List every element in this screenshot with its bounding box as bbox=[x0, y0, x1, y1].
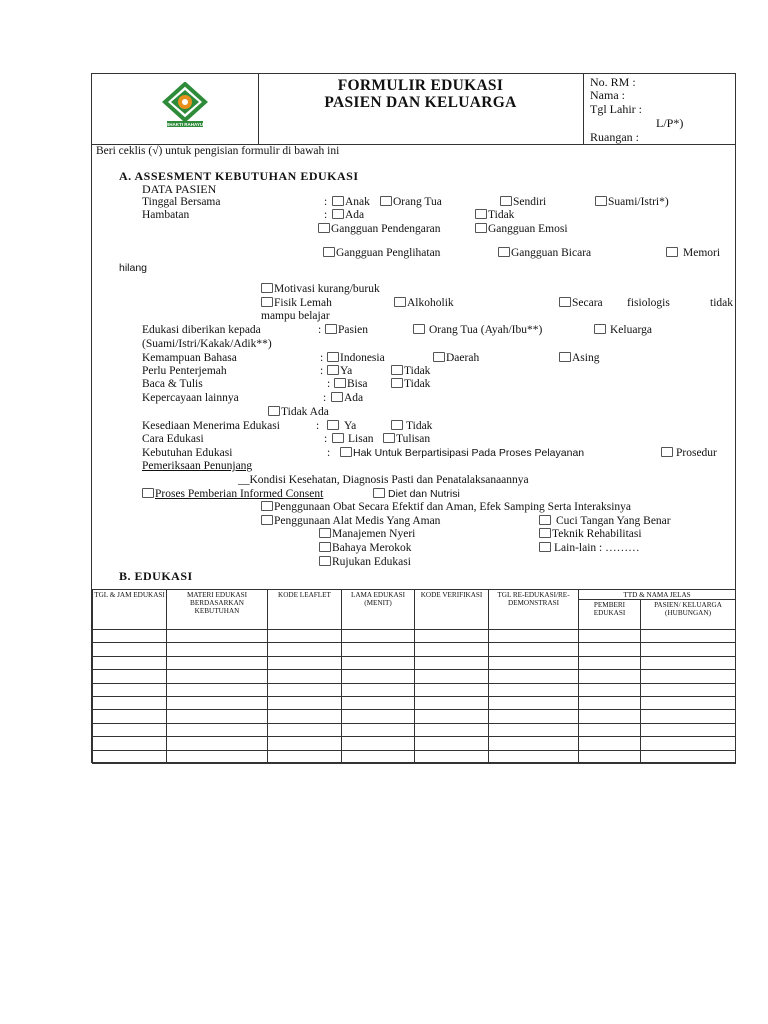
cara-edukasi-label: Cara Edukasi bbox=[142, 433, 204, 445]
tgl-lahir-field: Tgl Lahir : bbox=[590, 102, 642, 116]
table-cell[interactable] bbox=[641, 630, 736, 643]
checkbox-icon[interactable] bbox=[594, 324, 606, 334]
colon: : bbox=[323, 392, 327, 404]
table-cell[interactable] bbox=[167, 750, 268, 763]
fisiologis-text: fisiologis bbox=[627, 297, 670, 309]
no-rm-field: No. RM : bbox=[590, 75, 636, 89]
opt-lain-lain[interactable]: Lain-lain : ……… bbox=[539, 542, 640, 554]
col-header: PASIEN/ KELUARGA (HUBUNGAN) bbox=[641, 600, 736, 630]
opt-motivasi[interactable]: Motivasi kurang/buruk bbox=[261, 283, 380, 295]
checkbox-icon[interactable] bbox=[331, 392, 343, 402]
checkbox-icon[interactable] bbox=[391, 365, 403, 375]
opt-tidak[interactable]: Tidak bbox=[475, 209, 514, 221]
table-cell[interactable] bbox=[579, 643, 641, 656]
table-row bbox=[93, 683, 736, 696]
checkbox-icon[interactable] bbox=[261, 515, 273, 525]
checkbox-icon[interactable] bbox=[327, 352, 339, 362]
checkbox-icon[interactable] bbox=[261, 297, 273, 307]
table-cell[interactable] bbox=[415, 683, 489, 696]
opt-orang-tua[interactable]: Orang Tua bbox=[380, 196, 442, 208]
colon: : bbox=[320, 352, 324, 364]
table-cell[interactable] bbox=[167, 643, 268, 656]
table-cell[interactable] bbox=[342, 630, 415, 643]
table-cell[interactable] bbox=[342, 696, 415, 709]
table-cell[interactable] bbox=[641, 737, 736, 750]
penterjemah-label: Perlu Penterjemah bbox=[142, 365, 227, 377]
table-row bbox=[93, 643, 736, 656]
form-page bbox=[91, 73, 736, 763]
kepercayaan-label: Kepercayaan lainnya bbox=[142, 392, 239, 404]
checkbox-icon[interactable] bbox=[666, 247, 678, 257]
table-cell[interactable] bbox=[342, 723, 415, 736]
kesediaan-label: Kesediaan Menerima Edukasi bbox=[142, 420, 280, 432]
table-cell[interactable] bbox=[489, 750, 579, 763]
table-cell[interactable] bbox=[415, 696, 489, 709]
table-cell[interactable] bbox=[579, 683, 641, 696]
kebutuhan-edukasi-label: Kebutuhan Edukasi bbox=[142, 447, 233, 459]
table-cell[interactable] bbox=[579, 710, 641, 723]
colon: : bbox=[324, 196, 328, 208]
tinggal-bersama-label: Tinggal Bersama bbox=[142, 196, 221, 208]
table-cell[interactable] bbox=[415, 710, 489, 723]
table-cell[interactable] bbox=[167, 696, 268, 709]
opt-teknik-rehabilitasi[interactable]: Teknik Rehabilitasi bbox=[539, 528, 642, 540]
logo-cell bbox=[92, 74, 259, 144]
checkbox-icon[interactable] bbox=[318, 223, 330, 233]
bahasa-label: Kemampuan Bahasa bbox=[142, 352, 237, 364]
opt-informed-consent[interactable]: Proses Pemberian Informed Consent bbox=[142, 488, 323, 500]
opt-gangguan-bicara[interactable]: Gangguan Bicara bbox=[498, 247, 591, 259]
table-cell[interactable] bbox=[93, 683, 167, 696]
opt-rujukan-edukasi[interactable]: Rujukan Edukasi bbox=[319, 556, 411, 568]
table-cell[interactable] bbox=[167, 630, 268, 643]
tidak-text: tidak bbox=[710, 297, 733, 309]
table-cell[interactable] bbox=[268, 670, 342, 683]
title-line2: PASIEN DAN KELUARGA bbox=[324, 94, 517, 111]
nama-field: Nama : bbox=[590, 88, 625, 102]
table-cell[interactable] bbox=[93, 643, 167, 656]
table-cell[interactable] bbox=[415, 630, 489, 643]
checkbox-icon[interactable] bbox=[319, 556, 331, 566]
opt-cuci-tangan[interactable]: Cuci Tangan Yang Benar bbox=[539, 515, 671, 527]
table-cell[interactable] bbox=[167, 723, 268, 736]
table-cell[interactable] bbox=[641, 683, 736, 696]
table-cell[interactable] bbox=[268, 643, 342, 656]
col-header: TGL RE-EDUKASI/RE-DEMONSTRASI bbox=[489, 590, 579, 630]
table-cell[interactable] bbox=[167, 683, 268, 696]
lp-field: L/P*) bbox=[656, 116, 684, 130]
table-cell[interactable] bbox=[415, 750, 489, 763]
opt-penggunaan-obat[interactable]: Penggunaan Obat Secara Efektif dan Aman, Efek Samping Serta Interaksinya bbox=[261, 501, 631, 513]
opt-pasien[interactable]: Pasien bbox=[325, 324, 368, 336]
opt-sendiri[interactable]: Sendiri bbox=[500, 196, 546, 208]
table-cell[interactable] bbox=[489, 670, 579, 683]
table-cell[interactable] bbox=[268, 656, 342, 669]
opt-anak[interactable]: Anak bbox=[332, 196, 370, 208]
checkbox-icon[interactable] bbox=[383, 433, 395, 443]
table-cell[interactable] bbox=[93, 696, 167, 709]
checkbox-icon[interactable] bbox=[332, 433, 344, 443]
opt-memori[interactable]: Memori bbox=[666, 247, 720, 259]
checkbox-icon[interactable] bbox=[142, 488, 154, 498]
pemeriksaan-penunjang-text: Pemeriksaan Penunjang bbox=[142, 460, 253, 472]
opt-tidak[interactable]: Tidak bbox=[391, 378, 430, 390]
checkbox-icon[interactable] bbox=[559, 352, 571, 362]
opt-hak-berpartisipasi[interactable]: Hak Untuk Berpartisipasi Pada Proses Pelayanan bbox=[340, 447, 584, 459]
checkbox-icon[interactable] bbox=[323, 247, 335, 257]
checkbox-icon[interactable] bbox=[319, 528, 331, 538]
table-cell[interactable] bbox=[579, 696, 641, 709]
col-header: MATERI EDUKASI BERDASARKAN KEBUTUHAN bbox=[167, 590, 268, 630]
opt-bahaya-merokok[interactable]: Bahaya Merokok bbox=[319, 542, 412, 554]
table-cell[interactable] bbox=[415, 723, 489, 736]
opt-secara[interactable]: Secara bbox=[559, 297, 603, 309]
table-row bbox=[93, 696, 736, 709]
table-cell[interactable] bbox=[342, 656, 415, 669]
table-cell[interactable] bbox=[579, 656, 641, 669]
title-line1: FORMULIR EDUKASI bbox=[337, 77, 504, 94]
colon: : bbox=[324, 209, 328, 221]
checkbox-icon[interactable] bbox=[539, 528, 551, 538]
checkbox-icon[interactable] bbox=[559, 297, 571, 307]
checkbox-icon[interactable] bbox=[261, 501, 273, 511]
checkbox-icon[interactable] bbox=[394, 297, 406, 307]
opt-tidak[interactable]: Tidak bbox=[391, 365, 430, 377]
opt-lisan[interactable]: Lisan bbox=[332, 433, 374, 445]
table-cell[interactable] bbox=[93, 656, 167, 669]
opt-tulisan[interactable]: Tulisan bbox=[383, 433, 430, 445]
colon: : bbox=[324, 433, 328, 445]
section-b-title: B. EDUKASI bbox=[119, 569, 193, 583]
patient-info-cell bbox=[584, 74, 734, 144]
opt-asing[interactable]: Asing bbox=[559, 352, 599, 364]
opt-prosedur[interactable]: Prosedur bbox=[661, 447, 717, 459]
checkbox-icon[interactable] bbox=[327, 420, 339, 430]
table-cell[interactable] bbox=[93, 630, 167, 643]
table-row bbox=[93, 656, 736, 669]
checkbox-icon[interactable] bbox=[539, 515, 551, 525]
table-cell[interactable] bbox=[579, 723, 641, 736]
checkbox-icon[interactable] bbox=[340, 447, 352, 457]
table-cell[interactable] bbox=[489, 683, 579, 696]
table-row bbox=[93, 710, 736, 723]
opt-ya[interactable]: Ya bbox=[327, 420, 356, 432]
checkbox-icon[interactable] bbox=[433, 352, 445, 362]
table-cell[interactable] bbox=[415, 656, 489, 669]
suami-istri-kakak-text: (Suami/Istri/Kakak/Adik**) bbox=[142, 338, 272, 350]
table-cell[interactable] bbox=[342, 710, 415, 723]
checkbox-icon[interactable] bbox=[332, 196, 344, 206]
table-cell[interactable] bbox=[167, 670, 268, 683]
table-cell[interactable] bbox=[342, 750, 415, 763]
instruction-text: Beri ceklis (√) untuk pengisian formulir di bawah ini bbox=[96, 145, 340, 157]
form-title bbox=[258, 74, 584, 144]
table-cell[interactable] bbox=[93, 750, 167, 763]
col-header: KODE LEAFLET bbox=[268, 590, 342, 630]
table-cell[interactable] bbox=[167, 710, 268, 723]
checkbox-icon[interactable] bbox=[498, 247, 510, 257]
colon: : bbox=[327, 447, 331, 459]
baca-tulis-label: Baca & Tulis bbox=[142, 378, 203, 390]
table-cell[interactable] bbox=[641, 723, 736, 736]
checkbox-icon[interactable] bbox=[319, 542, 331, 552]
form-header bbox=[92, 74, 735, 145]
table-cell[interactable] bbox=[268, 750, 342, 763]
table-cell[interactable] bbox=[167, 737, 268, 750]
checkbox-icon[interactable] bbox=[475, 209, 487, 219]
table-cell[interactable] bbox=[93, 710, 167, 723]
opt-daerah[interactable]: Daerah bbox=[433, 352, 479, 364]
table-body bbox=[93, 630, 736, 764]
opt-tidak[interactable]: Tidak bbox=[391, 420, 432, 432]
checkbox-icon[interactable] bbox=[661, 447, 673, 457]
opt-keluarga[interactable]: Keluarga bbox=[594, 324, 652, 336]
table-cell[interactable] bbox=[579, 737, 641, 750]
checkbox-icon[interactable] bbox=[334, 378, 346, 388]
colon: : bbox=[316, 420, 320, 432]
opt-orang-tua-ayah[interactable]: Orang Tua (Ayah/Ibu**) bbox=[413, 324, 542, 336]
section-a-title: A. ASSESMENT KEBUTUHAN EDUKASI bbox=[119, 169, 359, 183]
checkbox-icon[interactable] bbox=[373, 488, 385, 498]
table-row bbox=[93, 723, 736, 736]
table-cell[interactable] bbox=[641, 670, 736, 683]
opt-gangguan-penglihatan[interactable]: Gangguan Penglihatan bbox=[323, 247, 440, 259]
table-cell[interactable] bbox=[641, 696, 736, 709]
opt-ya[interactable]: Ya bbox=[327, 365, 352, 377]
table-cell[interactable] bbox=[489, 723, 579, 736]
checkbox-icon[interactable] bbox=[595, 196, 607, 206]
hambatan-label: Hambatan bbox=[142, 209, 190, 221]
checkbox-icon[interactable] bbox=[327, 365, 339, 375]
table-cell[interactable] bbox=[641, 750, 736, 763]
table-header-row bbox=[93, 590, 736, 600]
checkbox-icon[interactable] bbox=[391, 420, 403, 430]
opt-kondisi-kesehatan[interactable]: __Kondisi Kesehatan, Diagnosis Pasti dan Penatalaksanaannya bbox=[238, 474, 529, 486]
checkbox-icon[interactable] bbox=[261, 283, 273, 293]
table-cell[interactable] bbox=[342, 737, 415, 750]
edukasi-kepada-label: Edukasi diberikan kepada bbox=[142, 324, 261, 336]
table-cell[interactable] bbox=[641, 643, 736, 656]
table-cell[interactable] bbox=[268, 710, 342, 723]
table-cell[interactable] bbox=[268, 630, 342, 643]
data-pasien-label: DATA PASIEN bbox=[142, 182, 217, 196]
table-cell[interactable] bbox=[489, 656, 579, 669]
table-cell[interactable] bbox=[342, 643, 415, 656]
table-cell[interactable] bbox=[489, 630, 579, 643]
opt-ada[interactable]: Ada bbox=[332, 209, 364, 221]
opt-ada[interactable]: Ada bbox=[331, 392, 363, 404]
col-header: KODE VERIFIKASI bbox=[415, 590, 489, 630]
table-cell[interactable] bbox=[641, 656, 736, 669]
table-cell[interactable] bbox=[579, 670, 641, 683]
table-row bbox=[93, 737, 736, 750]
opt-fisik-lemah[interactable]: Fisik Lemah bbox=[261, 297, 332, 309]
table-cell[interactable] bbox=[415, 737, 489, 750]
table-cell[interactable] bbox=[415, 670, 489, 683]
col-header: TGL & JAM EDUKASI bbox=[93, 590, 167, 630]
col-header: PEMBERI EDUKASI bbox=[579, 600, 641, 630]
opt-gangguan-emosi[interactable]: Gangguan Emosi bbox=[475, 223, 568, 235]
table-cell[interactable] bbox=[489, 643, 579, 656]
checkbox-icon[interactable] bbox=[332, 209, 344, 219]
table-cell[interactable] bbox=[93, 723, 167, 736]
table-cell[interactable] bbox=[268, 737, 342, 750]
table-row bbox=[93, 750, 736, 763]
table-cell[interactable] bbox=[641, 710, 736, 723]
opt-gangguan-pendengaran[interactable]: Gangguan Pendengaran bbox=[318, 223, 441, 235]
checkbox-icon[interactable] bbox=[391, 378, 403, 388]
hilang-text: hilang bbox=[119, 262, 148, 274]
checkbox-icon[interactable] bbox=[325, 324, 337, 334]
opt-bisa[interactable]: Bisa bbox=[334, 378, 367, 390]
table-cell[interactable] bbox=[167, 656, 268, 669]
table-cell[interactable] bbox=[342, 670, 415, 683]
checkbox-icon[interactable] bbox=[500, 196, 512, 206]
opt-diet-nutrisi[interactable]: Diet dan Nutrisi bbox=[373, 488, 460, 500]
table-cell[interactable] bbox=[93, 670, 167, 683]
checkbox-icon[interactable] bbox=[539, 542, 551, 552]
table-cell[interactable] bbox=[93, 737, 167, 750]
opt-manajemen-nyeri[interactable]: Manajemen Nyeri bbox=[319, 528, 415, 540]
ruangan-field: Ruangan : bbox=[590, 130, 639, 144]
checkbox-icon[interactable] bbox=[268, 406, 280, 416]
opt-alat-medis[interactable]: Penggunaan Alat Medis Yang Aman bbox=[261, 515, 440, 527]
table-cell[interactable] bbox=[415, 643, 489, 656]
col-header: TTD & NAMA JELAS bbox=[579, 590, 736, 600]
table-cell[interactable] bbox=[268, 683, 342, 696]
logo-text: BHAKTI RAHAYU bbox=[166, 122, 204, 127]
table-cell[interactable] bbox=[489, 737, 579, 750]
mampu-belajar-text: mampu belajar bbox=[261, 310, 330, 322]
checkbox-icon[interactable] bbox=[413, 324, 425, 334]
table-row bbox=[93, 670, 736, 683]
opt-alkoholik[interactable]: Alkoholik bbox=[394, 297, 454, 309]
table-cell[interactable] bbox=[342, 683, 415, 696]
table-cell[interactable] bbox=[579, 630, 641, 643]
colon: : bbox=[320, 365, 324, 377]
checkbox-icon[interactable] bbox=[475, 223, 487, 233]
colon: : bbox=[318, 324, 322, 336]
checkbox-icon[interactable] bbox=[380, 196, 392, 206]
table-cell[interactable] bbox=[579, 750, 641, 763]
opt-indonesia[interactable]: Indonesia bbox=[327, 352, 385, 364]
table-cell[interactable] bbox=[268, 723, 342, 736]
table-cell[interactable] bbox=[489, 696, 579, 709]
colon: : bbox=[327, 378, 331, 390]
opt-suami-istri[interactable]: Suami/Istri*) bbox=[595, 196, 669, 208]
col-header: LAMA EDUKASI (MENIT) bbox=[342, 590, 415, 630]
table-cell[interactable] bbox=[268, 696, 342, 709]
education-table bbox=[92, 589, 736, 764]
opt-tidak-ada[interactable]: Tidak Ada bbox=[268, 406, 329, 418]
table-row bbox=[93, 630, 736, 643]
table-cell[interactable] bbox=[489, 710, 579, 723]
